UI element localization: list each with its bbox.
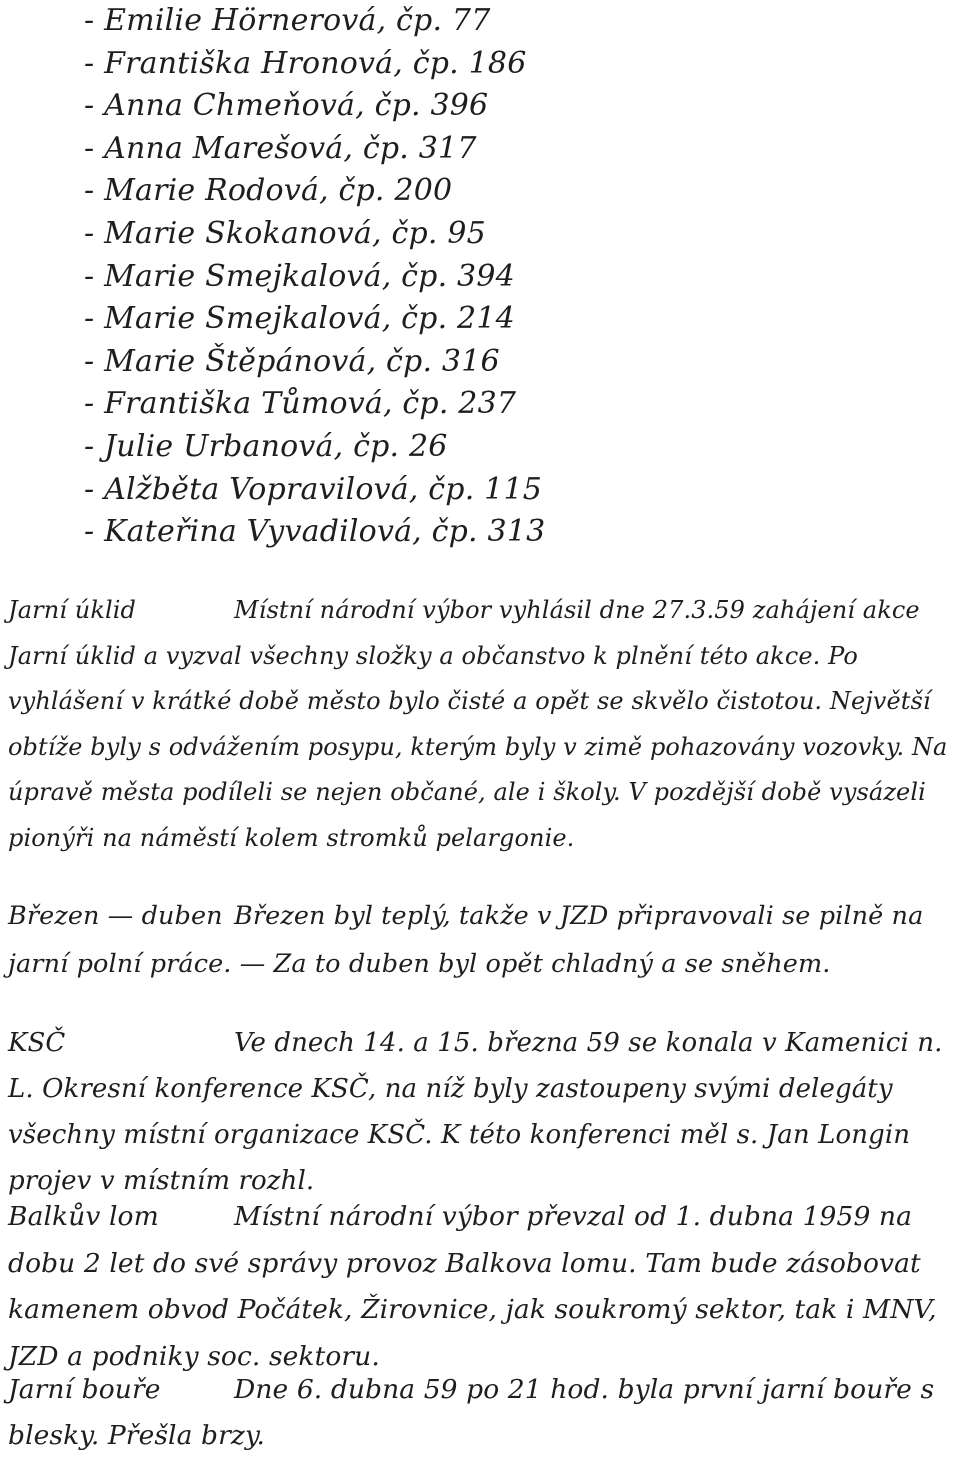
section-paragraph bbox=[8, 1367, 956, 1459]
section-heading: KSČ bbox=[8, 1028, 66, 1058]
section-balkuv-lom bbox=[8, 1194, 956, 1380]
names-list bbox=[84, 0, 545, 554]
list-item: - Anna Marešová, čp. 317 bbox=[84, 130, 477, 166]
section-text: Ve dnech 14. a 15. března 59 se konala v Kamenici n. L. Okresní konference KSČ, na níž byly zastoupeny svými delegáty všechny místní organizace KSČ. K této konferenci měl s. Jan Longin projev v místním rozhl. bbox=[8, 1028, 943, 1196]
list-item: - Marie Smejkalová, čp. 214 bbox=[84, 301, 515, 337]
section-jarni-boure bbox=[8, 1367, 956, 1459]
section-ksc bbox=[8, 1020, 956, 1204]
list-item: - Marie Smejkalová, čp. 394 bbox=[84, 258, 515, 294]
list-item: - Marie Štěpánová, čp. 316 bbox=[84, 343, 500, 379]
section-jarni-uklid bbox=[8, 588, 956, 861]
section-text: Místní národní výbor převzal od 1. dubna 1959 na dobu 2 let do své správy provoz Balkova lomu. Tam bude zásobovat kamenem obvod Počátek, Žirovnice, jak soukromý sektor, tak i MNV, JZD a podniky soc. sektoru. bbox=[8, 1201, 937, 1372]
section-paragraph bbox=[8, 892, 956, 988]
section-brezen-duben bbox=[8, 892, 956, 988]
section-text: Místní národní výbor vyhlásil dne 27.3.59 zahájení akce Jarní úklid a vyzval všechny složky a občanstvo k plnění této akce. Po vyhlášení v krátké době město bylo čisté a opět se skvělo čistotou. Největší obtíže byly s odvážením posypu, kterým byly v zimě pohazovány vozovky. Na úpravě města podíleli se nejen občané, ale i školy. V pozdější době vysázeli pionýři na náměstí kolem stromků pelargonie. bbox=[8, 596, 948, 852]
list-item: - Anna Chmeňová, čp. 396 bbox=[84, 88, 489, 124]
list-item: - Julie Urbanová, čp. 26 bbox=[84, 428, 448, 464]
section-paragraph bbox=[8, 1020, 956, 1204]
section-heading: Jarní úklid bbox=[8, 596, 136, 624]
list-item: - Františka Hronová, čp. 186 bbox=[84, 45, 527, 81]
section-text: Březen byl teplý, takže v JZD připravovali se pilně na jarní polní práce. — Za to duben byl opět chladný a se sněhem. bbox=[8, 901, 924, 979]
section-heading: Jarní bouře bbox=[8, 1374, 161, 1405]
list-item: - Alžběta Vopravilová, čp. 115 bbox=[84, 471, 543, 507]
list-item: - Emilie Hörnerová, čp. 77 bbox=[84, 3, 491, 38]
list-item: - Marie Skokanová, čp. 95 bbox=[84, 215, 486, 251]
section-heading: Březen — duben bbox=[8, 901, 223, 931]
section-heading: Balkův lom bbox=[8, 1201, 159, 1232]
section-text: Dne 6. dubna 59 po 21 hod. byla první jarní bouře s blesky. Přešla brzy. bbox=[8, 1374, 935, 1451]
section-paragraph bbox=[8, 1194, 956, 1380]
list-item: - Kateřina Vyvadilová, čp. 313 bbox=[84, 514, 546, 550]
list-item: - Františka Tůmová, čp. 237 bbox=[84, 386, 517, 422]
section-paragraph bbox=[8, 588, 956, 861]
list-item: - Marie Rodová, čp. 200 bbox=[84, 173, 453, 209]
